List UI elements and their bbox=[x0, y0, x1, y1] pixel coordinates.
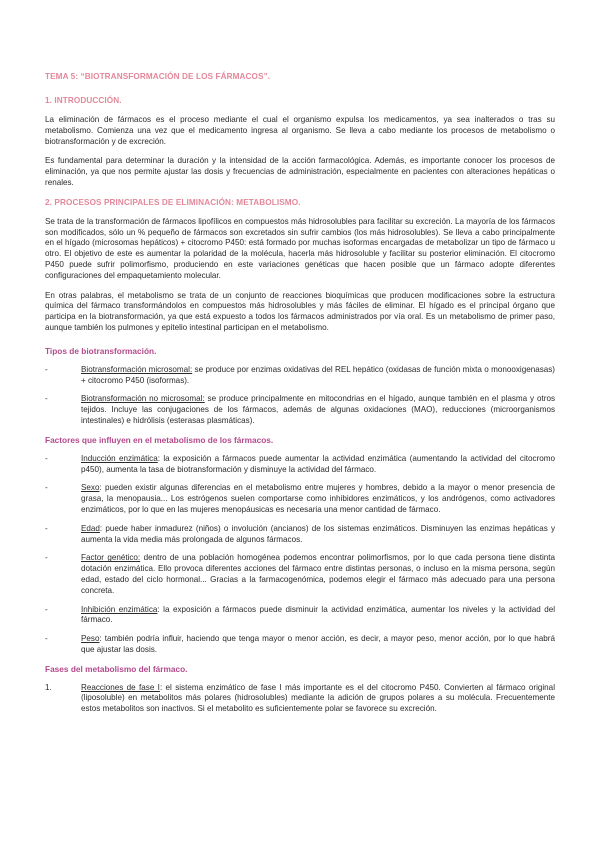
term: Factor genético: bbox=[81, 553, 141, 563]
term-description: se produce principalmente en mitocondrias en el hígado, aunque también en el plasma y otros tejidos. Incluye las conjugaciones de los fármacos, además de algunas oxidaciones (MAO), reducciones (microorganismos intestinales) e hidrólisis (esterasas plasmáticas). bbox=[81, 394, 555, 425]
list-item bbox=[45, 454, 555, 476]
subheading-tipos: Tipos de biotransformación. bbox=[45, 345, 157, 356]
subheading-fases: Fases del metabolismo del fármaco. bbox=[45, 663, 188, 674]
list-marker: - bbox=[45, 553, 48, 563]
list-item bbox=[45, 483, 555, 515]
term-description: : pueden existir algunas diferencias en el metabolismo entre mujeres y hombres, debido a la mayor o menor presencia de grasa, la menopausia... Los estrógenos suelen comportarse como inhibidores enzimáticos, y los andrógenos, como activadores enzimáticos, por lo que en las mujeres menopáusicas es necesaria una menor cantidad de fármaco. bbox=[81, 483, 555, 514]
list-marker: - bbox=[45, 634, 48, 644]
term-description: dentro de una población homogénea podemos encontrar polimorfismos, por lo que cada persona tiene distinta dotación enzimática. Ello provoca diferentes acciones del fármaco entre distintas personas, o incluso en la misma persona, según edad, estado del ciclo hormonal... Gracias a la farmacogenómica, podemos elegir el fármaco más adecuado para una persona concreta. bbox=[81, 553, 556, 595]
list-marker: 1. bbox=[45, 682, 52, 692]
list-item bbox=[45, 394, 555, 426]
list-item bbox=[45, 605, 555, 627]
list-item bbox=[45, 634, 555, 656]
paragraph: Se trata de la transformación de fármacos lipofílicos en compuestos más hidrosolubles para facilitar su excreción. La mayoría de los fármacos son modificados, sólo un % pequeño de fármacos son excretados sin sufrir cambios (los más hidrosolubles). Se lleva a cabo principalmente en el hígado (microsomas hepáticos) + citocromo P450: está formado por muchas isoformas encargadas de metabolizar un tipo de fármaco u otro. El objetivo de este es aumentar la polaridad de la molécula, hacerla más hidrosoluble y facilitar su posterior eliminación. El citocromo P450 puede sufrir polimorfismo, produciendo en este variaciones genéticas que hacen posible que un fármaco adopte diferentes configuraciones del empaquetamiento molecular. bbox=[45, 216, 555, 280]
list-marker: - bbox=[45, 364, 48, 374]
list-marker: - bbox=[45, 523, 48, 533]
list-marker: - bbox=[45, 483, 48, 493]
term: Edad bbox=[81, 523, 100, 533]
list-marker: - bbox=[45, 604, 48, 614]
term: Peso bbox=[81, 634, 100, 644]
term-description: : el sistema enzimático de fase I más importante es el del citocromo P450. Convierten al fármaco original (liposoluble) en metabolitos más polares (hidrosolubles) mediante la adición de grupos polares a su molécula. Frecuentemente estos metabolitos son inactivos. Si el metabolito es suficientemente polar se favorece su excreción. bbox=[81, 682, 555, 714]
term: Sexo bbox=[81, 483, 100, 493]
term: Biotransformación no microsomal: bbox=[81, 394, 205, 404]
list-item bbox=[45, 365, 555, 387]
list-factores bbox=[45, 454, 555, 656]
term: Reacciones de fase I bbox=[81, 682, 160, 692]
list-tipos bbox=[45, 365, 555, 427]
paragraph: La eliminación de fármacos es el proceso mediante el cual el organismo expulsa los medicamentos, ya sea inalterados o tras su metabolismo. Comienza una vez que el medicamento ingresa al organismo. Se lleva a cabo mediante los procesos de metabolismo o biotransformación y de excreción. bbox=[45, 115, 555, 146]
paragraph: Es fundamental para determinar la duración y la intensidad de la acción farmacológica. Además, es importante conocer los procesos de eliminación, ya que nos permite ajustar las dosis y frecuencias de administración, especialmente en pacientes con alteraciones hepáticas o renales. bbox=[45, 156, 555, 187]
list-item bbox=[45, 683, 555, 715]
list-marker: - bbox=[45, 453, 48, 463]
term-description: : la exposición a fármacos puede aumentar la actividad enzimática (aumentando la actividad del citocromo p450), aumenta la tasa de biotransformación y disminuye la actividad del fármaco. bbox=[81, 453, 555, 474]
term-description: : también podría influir, haciendo que tenga mayor o menor acción, es decir, a mayor peso, menor acción, por lo que habrá que ajustar las dosis. bbox=[81, 634, 555, 654]
section-heading-introduccion: 1. INTRODUCCIÓN. bbox=[45, 96, 122, 105]
document-title: TEMA 5: “BIOTRANSFORMACIÓN DE LOS FÁRMACOS”. bbox=[45, 72, 271, 81]
section-heading-metabolismo: 2. PROCESOS PRINCIPALES DE ELIMINACIÓN: METABOLISMO. bbox=[45, 197, 301, 207]
term-description: : la exposición a fármacos puede disminuir la actividad enzimática, aumentar los niveles y la actividad del fármaco. bbox=[81, 604, 556, 625]
subheading-factores: Factores que influyen en el metabolismo de los fármacos. bbox=[45, 434, 274, 445]
list-marker: - bbox=[45, 394, 48, 404]
paragraph: En otras palabras, el metabolismo se trata de un conjunto de reacciones bioquímicas que producen modificaciones sobre la estructura química del fármaco transformándolos en compuestos más hidrosolubles y más fáciles de eliminar. El hígado es el principal órgano que participa en la biotransformación, ya que está expuesto a todos los fármacos administrados por vía oral. Es un metabolismo de primer paso, aunque también los pulmones y epitelio intestinal participan en el metabolismo. bbox=[45, 290, 555, 332]
list-fases bbox=[45, 683, 555, 715]
term-description: se produce por enzimas oxidativas del REL hepático (oxidasas de función mixta o monooxigenasas) + citocromo P450 (isoformas). bbox=[81, 364, 555, 385]
list-item bbox=[45, 524, 555, 546]
list-item bbox=[45, 553, 555, 596]
term-description: : puede haber inmadurez (niños) o involución (ancianos) de los sistemas enzimáticos. Disminuyen las enzimas hepáticas y aumenta la vida media más prolongada de algunos fármacos. bbox=[81, 523, 555, 544]
term: Inducción enzimática bbox=[81, 453, 158, 463]
term: Inhibición enzimática bbox=[81, 604, 158, 614]
term: Biotransformación microsomal: bbox=[81, 364, 193, 374]
